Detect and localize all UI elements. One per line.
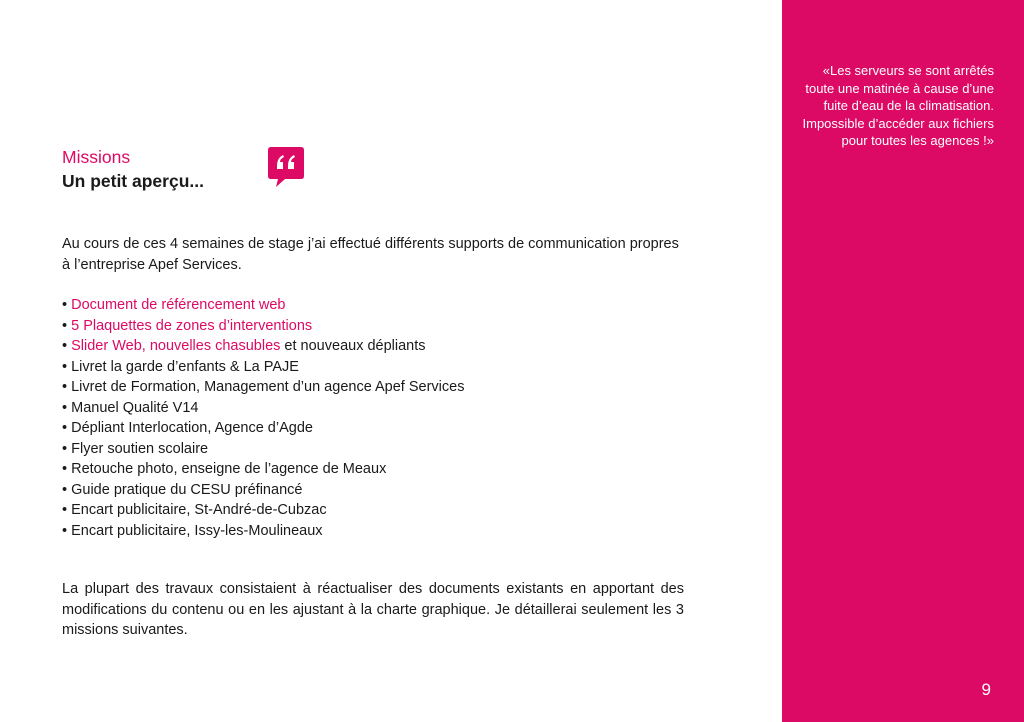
bullet: •: [62, 502, 68, 518]
bullet: •: [62, 317, 68, 334]
list-item: [62, 439, 684, 460]
list-item: [62, 418, 684, 439]
bullet: •: [62, 358, 68, 375]
item-text: Flyer soutien scolaire: [71, 440, 209, 457]
bullet: •: [62, 420, 68, 436]
item-text: Dépliant Interlocation, Agence d’Agde: [71, 420, 313, 436]
bullet: •: [62, 399, 68, 416]
item-text: Livret de Formation, Management d’un agence Apef Services: [71, 379, 465, 395]
main-content: [62, 234, 684, 641]
bullet: •: [62, 338, 68, 354]
bullet: •: [62, 522, 68, 539]
item-text: Livret la garde d’enfants & La PAJE: [71, 358, 299, 375]
section-title: Missions: [62, 147, 131, 167]
bullet: •: [62, 379, 68, 395]
list-item: [62, 480, 684, 501]
list-item: [62, 521, 684, 542]
item-text: et nouveaux dépliants: [280, 338, 426, 354]
item-text: Retouche photo, enseigne de l’agence de Meaux: [71, 461, 387, 477]
list-item: [62, 295, 684, 316]
list-item: [62, 336, 684, 357]
list-item: [62, 316, 684, 337]
item-text: Encart publicitaire, St-André-de-Cubzac: [71, 502, 327, 518]
intro-paragraph: Au cours de ces 4 semaines de stage j’ai effectué différents supports de communication propres à l’entreprise Apef Services.: [62, 236, 679, 273]
list-item: [62, 459, 684, 480]
page-number: 9: [981, 680, 991, 699]
item-text: Encart publicitaire, Issy-les-Moulineaux: [71, 522, 323, 539]
sidebar-quote: «Les serveurs se sont arrêtés toute une matinée à cause d’une fuite d’eau de la climatisation. Impossible d’accéder aux fichiers pour toutes les agences !»: [802, 63, 994, 148]
bullet: •: [62, 461, 68, 477]
bullet: •: [62, 440, 68, 457]
list-item: [62, 398, 684, 419]
conclusion-paragraph: La plupart des travaux consistaient à réactualiser des documents existants en apportant des modifications du contenu ou en les ajustant à la charte graphique. Je détaillerai seulement les 3 missions suivantes.: [62, 581, 684, 638]
bullet: •: [62, 297, 68, 313]
item-highlight: Document de référencement web: [71, 297, 286, 313]
bullet: •: [62, 481, 68, 498]
list-item: [62, 357, 684, 378]
page-subtitle: Un petit aperçu...: [62, 171, 204, 191]
item-highlight: Slider Web, nouvelles chasubles: [71, 338, 281, 354]
item-highlight: 5 Plaquettes de zones d’interventions: [71, 317, 313, 334]
item-text: Manuel Qualité V14: [71, 399, 199, 416]
item-text: Guide pratique du CESU préfinancé: [71, 481, 303, 498]
quote-bubble-icon: [268, 147, 304, 187]
list-item: [62, 500, 684, 521]
sidebar-panel: [782, 0, 1024, 722]
list-item: [62, 377, 684, 398]
missions-list: [62, 295, 684, 541]
